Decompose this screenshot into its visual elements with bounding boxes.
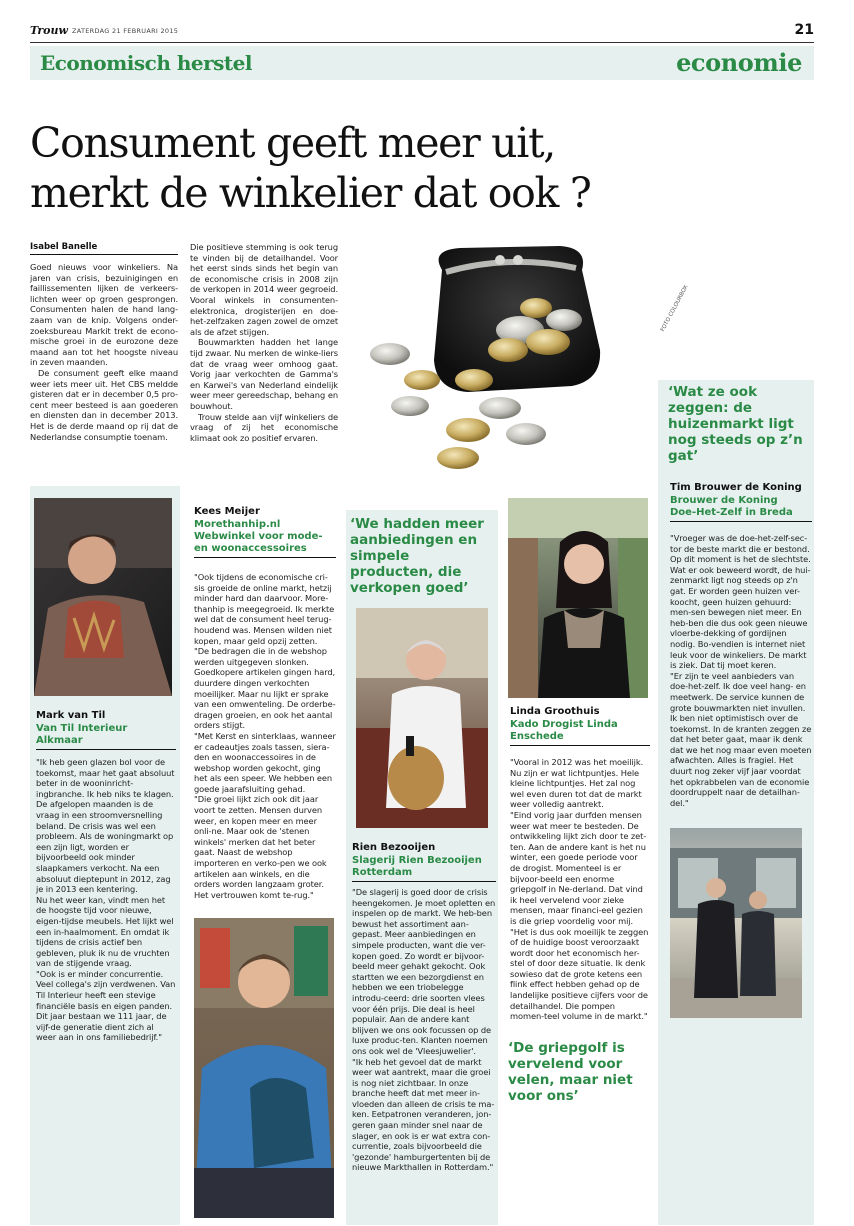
tim-photo — [670, 828, 802, 1018]
coin-purse-photo — [350, 230, 650, 475]
linda-role-line: Kado Drogist Linda — [510, 719, 618, 730]
intro-paragraph: De consument geeft elke maand weer iets meer uit. Het CBS meldde gisteren dat er in december 0,5 pro-cent meer besteed is aan goederen en diensten dan in december 2013. Het is de derde maand op rij dat de Nederlandse consumptie toenam. — [30, 367, 178, 442]
photo-credit: FOTO COLOURBOX — [660, 284, 690, 333]
mark-paragraph: Nu het weer kan, vindt men het de hoogste tijd voor nieuwe, eigen-tijdse meubels. Het lijkt wel een in-haalmoment. En omdat ik tijdens de crisis actief ben gebleven, pluk ik nu de vruchten van de stijgende vraag. — [36, 894, 174, 969]
kees-role — [194, 519, 336, 558]
header-rule — [30, 42, 814, 43]
linda-role — [510, 719, 650, 746]
pull-quote-linda: ‘De griepgolf is vervelend voor velen, maar niet voor ons’ — [508, 1040, 633, 1104]
mark-portrait — [34, 498, 172, 696]
rien-paragraph: "De slagerij is goed door de crisis heengekomen. Je moet opletten en inspelen op de markt. We heb-ben bewust het assortiment aan-gepast. Meer aanbiedingen en simpele producten, want die ver-kopen goed. Zo wordt er bijvoor-beeld meer gehakt gekocht. Ook startten we een bezorgdienst en hebben we een triobelegge introdu-ceerd: drie soorten vlees voor één prijs. Die deal is heel populair. Aan de andere kant blijven we ons ook focussen op de luxe produc-ten. Klanten noemen ons ook wel de 'Vleesjuwelier'. — [352, 887, 496, 1056]
rien-role — [352, 855, 496, 882]
byline: Isabel Banelle — [30, 242, 98, 252]
kees-photo — [194, 918, 334, 1218]
kees-paragraph: "Ook tijdens de economische cri-sis groeide de online markt, hetzij minder hard dan daarvoor. More-thanhip is meegegroeid. Ik merkte wel dat de consument heel terug-houdend was. Mensen wilden niet kopen, maar geld opzij zetten. — [194, 572, 335, 646]
tim-name: Tim Brouwer de Koning — [670, 482, 802, 493]
kees-paragraph: "De bedragen die in de webshop werden uitgegeven slonken. Goedkopere artikelen gingen hard, duurdere dingen verkochten moeilijker. Maar nu lijkt er sprake van een omwenteling. De orderbe-dragen groeien, en ook het aantal orders stijgt. — [194, 646, 336, 731]
mark-paragraph: "Ik heb geen glazen bol voor de toekomst, maar het gaat absoluut beter in de wooninricht-ingbranche. Ik heb niks te klagen. De afgelopen maanden is de vraag in een stroomversnelling beland. De crisis was wel een probleem. Als de woningmarkt op een zijn ligt, worden er bijvoorbeeld ook minder slaapkamers verkocht. Na een absoluut dieptepunt in 2012, zag je in 2013 een kentering. — [36, 757, 175, 895]
kees-role-line: en woonaccessoires — [194, 543, 307, 554]
byline-rule — [30, 254, 178, 255]
tim-quote — [670, 533, 812, 808]
issue-date: ZATERDAG 21 FEBRUARI 2015 — [72, 27, 179, 35]
kees-paragraph: "Die groei lijkt zich ook dit jaar voort te zetten. Mensen durven weer, en kopen meer en meer onli-ne. Maar ook de 'stenen winkels' merken dat het beter gaat. Naast de webshop importeren en verko-pen we ook artikelen aan winkels, en die orders worden langzaam groter. Het vertrouwen komt te-rug." — [194, 794, 327, 900]
headline-line-2: merkt de winkelier dat ook ? — [30, 169, 591, 217]
tim-role-line: Doe-Het-Zelf in Breda — [670, 507, 793, 518]
headline — [30, 118, 591, 218]
kees-role-line: Webwinkel voor mode- — [194, 531, 323, 542]
rien-photo — [356, 608, 488, 828]
storefront-portrait — [670, 828, 802, 1018]
rien-role-line: Slagerij Rien Bezooijen — [352, 855, 482, 866]
mark-quote — [36, 757, 176, 1043]
linda-role-line: Enschede — [510, 731, 564, 742]
section-title: Economisch herstel — [40, 51, 252, 75]
linda-paragraph: "Vooral in 2012 was het moeilijk. Nu zijn er wat lichtpuntjes. Hele kleine lichtpuntjes. Het zal nog wel even duren tot dat de markt weer volledig aantrekt. — [510, 757, 644, 810]
intro-column-1 — [30, 262, 178, 442]
linda-photo — [508, 498, 648, 698]
page-number: 21 — [794, 22, 814, 38]
linda-paragraph: "Eind vorig jaar durfden mensen weer wat meer te besteden. De ontwikkeling lijkt zich door te zet-ten. Aan de andere kant is het nu winter, een goede periode voor de drogist. Momenteel is er bijvoor-beeld een enorme griepgolf in Ne-derland. Dat vind ik heel vervelend voor zieke mensen, maar financi-eel gezien is die griep voordelig voor mij. — [510, 809, 647, 926]
section-label: economie — [676, 48, 802, 77]
kees-name: Kees Meijer — [194, 506, 260, 517]
pull-quote-rien: ‘We hadden meer aanbiedingen en simpele producten, die verkopen goed’ — [350, 516, 484, 596]
intro-paragraph: Bouwmarkten hadden het lange tijd zwaar. Nu merken de winke-liers dat de vraag weer omhoog gaat. Vorig jaar verkochten de Gamma's en Karwei's van Nederland eindelijk weer meer gereedschap, behang en bouwhout. — [190, 337, 338, 411]
tim-paragraph: "Vroeger was de doe-het-zelf-sec-tor de beste markt die er bestond. Op dit moment is het de slechtste. Wat er ook beweerd wordt, de hui-zenmarkt ligt nog steeds op z'n gat. Er worden geen huizen ver-koocht, geen huizen gehuurd: men-sen bewegen niet meer. En heb-ben die dus ook geen nieuwe vloerbe-dekking of gordijnen nodig. Bo-vendien is internet niet leuk voor de winkeliers. De markt is ziek. Dat tij moet keren. — [670, 533, 811, 671]
mark-role: Van Til Interieur Alkmaar — [36, 723, 176, 750]
intro-column-2 — [190, 242, 338, 443]
linda-portrait — [508, 498, 648, 698]
headline-line-1: Consument geeft meer uit, — [30, 119, 555, 167]
kees-quote — [194, 572, 336, 900]
kees-paragraph: "Met Kerst en sinterklaas, wanneer er cadeautjes zoals tassen, siera-den en woonaccessoires in de webshop worden gekocht, ging het als een speer. We hebben een goede jaarafsluiting gehad. — [194, 730, 336, 794]
rien-portrait — [356, 608, 488, 828]
mark-paragraph: "Ook is er minder concurrentie. Veel collega's zijn verdwenen. Van Til Interieur heeft een stevige financiële basis en eigen panden. Dit jaar bestaan we 111 jaar, de vijf-de generatie dient zich al weer aan in ons familiebedrijf." — [36, 968, 176, 1043]
rien-quote — [352, 887, 496, 1173]
pull-quote-tim: ‘Wat ze ook zeggen: de huizenmarkt ligt nog steeds op z’n gat’ — [668, 384, 803, 464]
tim-paragraph: "Er zijn te veel aanbieders van doe-het-zelf. Ik doe veel hang- en meetwerk. De service kunnen de grote bouwmarkten niet invullen. Ik ben niet optimistisch over de toekomst. In de kranten zeggen ze dat het beter gaat, maar ik denk dat we het nog maar even moeten afwachten. Alles is fragiel. Het duurt nog zeker vijf jaar voordat het opkrabbelen van de economie doordruppelt naar de detailhan-del." — [670, 670, 812, 808]
linda-paragraph: "Het is dus ook moeilijk te zeggen of de huidige boost veroorzaakt wordt door het economisch her-stel of door deze situatie. Ik denk sowieso dat de grote ketens een flink effect hebben gehad op de landelijke positieve cijfers voor de detailhandel. Die pompen momen-teel volume in de markt." — [510, 926, 649, 1022]
linda-name: Linda Groothuis — [510, 706, 600, 717]
intro-paragraph: Goed nieuws voor winkeliers. Na jaren van crisis, bezuinigingen en faillissementen lijken de verkeers-lichten weer op groen gesprongen. Consumenten halen de hand lang-zaam van de knip. Volgens onder-zoeksbureau Markit trekt de econo-mische groei in de eurozone deze maand aan tot het hoogste niveau in zeven maanden. — [30, 262, 178, 368]
linda-quote — [510, 757, 650, 1022]
rien-name: Rien Bezooijen — [352, 842, 436, 853]
newspaper-logo: Trouw — [30, 24, 68, 37]
rien-paragraph: "Ik heb het gevoel dat de markt weer wat aantrekt, maar die groei is nog niet zichtbaar. In onze branche heeft dat met meer in-vloeden dan alleen de crisis te ma-ken. Eetpatronen veranderen, jon-geren gaan minder snel naar de slager, en ook is er wat extra con-currentie, zoals bijvoorbeeld die 'gezonde' hamburgertenten bij de nieuwe Markthallen in Rotterdam." — [352, 1056, 495, 1173]
mark-name: Mark van Til — [36, 710, 106, 721]
tim-role-line: Brouwer de Koning — [670, 495, 778, 506]
kees-portrait — [194, 918, 334, 1218]
coin-purse-illustration — [350, 230, 650, 475]
tim-role — [670, 495, 812, 522]
mark-photo — [34, 498, 172, 696]
kees-role-line: Morethanhip.nl — [194, 519, 281, 530]
intro-paragraph: Die positieve stemming is ook terug te vinden bij de detailhandel. Voor het eerst sinds sinds het begin van de economische crisis in 2008 zijn de verkopen in 2014 weer gegroeid. Vooral winkels in consumenten-elektronica, drogisterijen en doe-het-zelfzaken zagen zowel de omzet als de afzet stijgen. — [190, 242, 338, 337]
rien-role-line: Rotterdam — [352, 867, 413, 878]
intro-paragraph: Trouw stelde aan vijf winkeliers de vraag of zij het economische klimaat ook zo positief ervaren. — [190, 411, 338, 443]
